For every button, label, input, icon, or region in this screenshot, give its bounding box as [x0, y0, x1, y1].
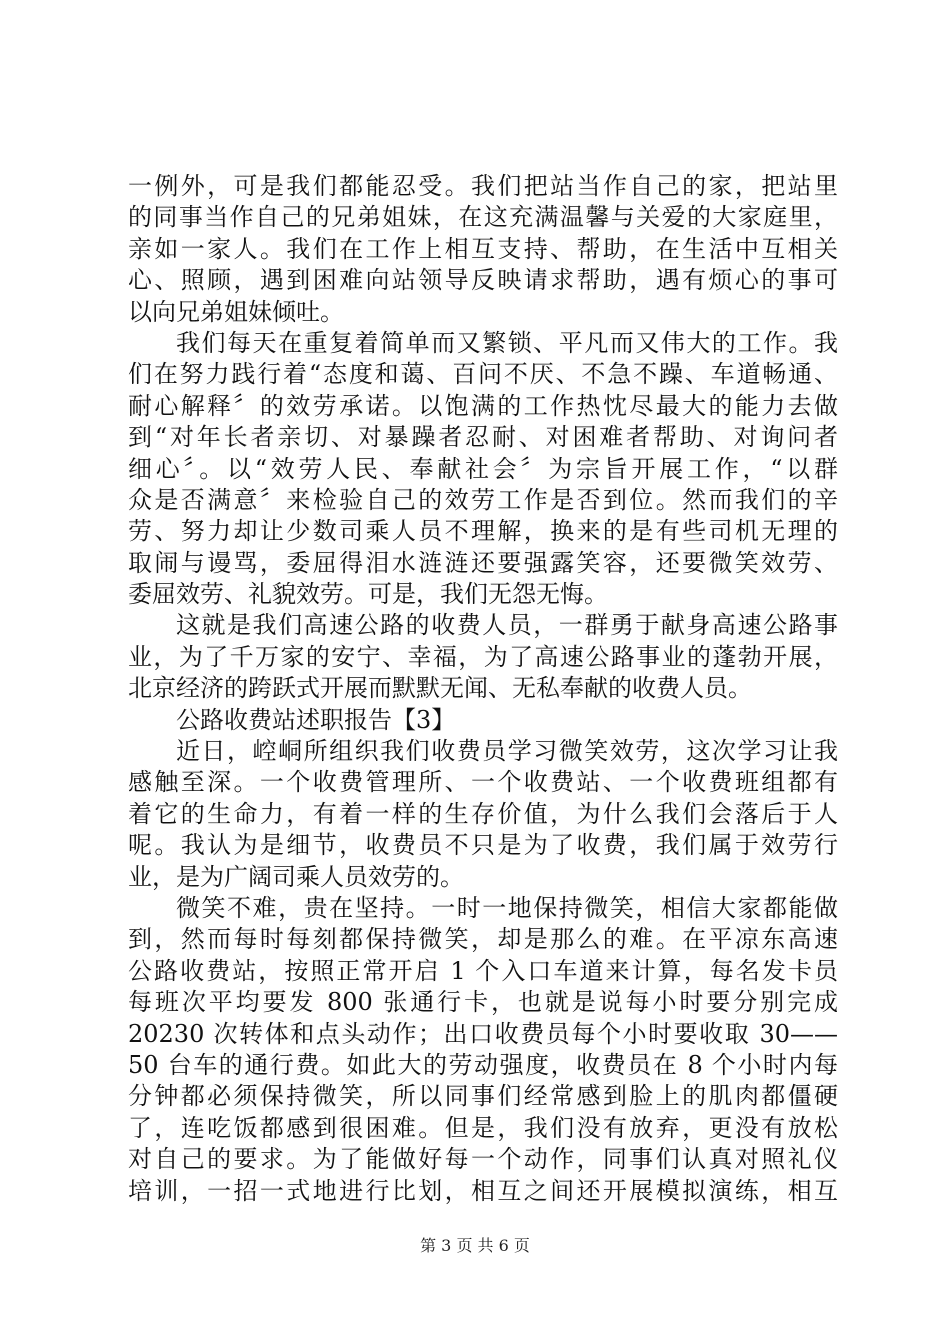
text-line: 分钟都必须保持微笑，所以同事们经常感到脸上的肌肉都僵硬 [128, 1082, 838, 1111]
paragraph-first-line: 近日，崆峒所组织我们收费员学习微笑效劳，这次学习让我 [176, 737, 838, 766]
text-line: 了，连吃饭都感到很困难。但是，我们没有放弃，更没有放松 [128, 1113, 838, 1142]
text-line: 们在努力践行着“态度和蔼、百问不厌、不急不躁、车道畅通、 [128, 360, 838, 389]
text-line: 心、照顾，遇到困难向站领导反映请求帮助，遇有烦心的事可 [128, 266, 838, 295]
text-line: 委屈效劳、礼貌效劳。可是，我们无怨无悔。 [128, 580, 608, 609]
paragraph-first-line: 微笑不难，贵在坚持。一时一地保持微笑，相信大家都能做 [176, 893, 838, 922]
text-line: 业，是为广阔司乘人员效劳的。 [128, 862, 464, 891]
text-line: 耐心解释〞的效劳承诺。以饱满的工作热忱尽最大的能力去做 [128, 391, 838, 420]
text-line: 亲如一家人。我们在工作上相互支持、帮助，在生活中互相关 [128, 234, 838, 263]
text-line: 一例外，可是我们都能忍受。我们把站当作自己的家，把站里 [128, 172, 838, 200]
text-line: 取闹与谩骂，委屈得泪水涟涟还要强露笑容，还要微笑效劳、 [128, 548, 838, 577]
text-line: 每班次平均要发 800 张通行卡，也就是说每小时要分别完成 [128, 988, 838, 1017]
page-footer: 第 3 页 共 6 页 [420, 1236, 530, 1255]
text-line: 细心〞。以“效劳人民、奉献社会〞为宗旨开展工作，“以群 [128, 454, 838, 483]
text-line: 的同事当作自己的兄弟姐妹，在这充满温馨与关爱的大家庭里， [128, 203, 838, 232]
paragraph-first-line: 公路收费站述职报告【3】 [176, 705, 456, 734]
paragraph-first-line: 我们每天在重复着简单而又繁锁、平凡而又伟大的工作。我 [176, 328, 838, 357]
paragraph-first-line: 这就是我们高速公路的收费人员，一群勇于献身高速公路事 [176, 611, 838, 640]
text-line: 公路收费站，按照正常开启 1 个入口车道来计算，每名发卡员 [128, 956, 838, 985]
text-line: 感触至深。一个收费管理所、一个收费站、一个收费班组都有 [128, 768, 838, 797]
text-line: 到“对年长者亲切、对暴躁者忍耐、对困难者帮助、对询问者 [128, 423, 838, 452]
text-line: 呢。我认为是细节，收费员不只是为了收费，我们属于效劳行 [128, 831, 838, 860]
text-line: 到，然而每时每刻都保持微笑，却是那么的难。在平凉东高速 [128, 925, 838, 954]
text-line: 业，为了千万家的安宁、幸福，为了高速公路事业的蓬勃开展， [128, 642, 838, 671]
text-line: 北京经济的跨跃式开展而默默无闻、无私奉献的收费人员。 [128, 674, 752, 703]
text-line: 20230 次转体和点头动作；出口收费员每个小时要收取 30—— [128, 1019, 838, 1048]
document-body [128, 171, 838, 1207]
text-line: 培训，一招一式地进行比划，相互之间还开展模拟演练，相互 [128, 1176, 838, 1205]
text-line: 着它的生命力，有着一样的生存价值，为什么我们会落后于人 [128, 799, 838, 828]
text-line: 以向兄弟姐妹倾吐。 [128, 297, 344, 326]
text-line: 对自己的要求。为了能做好每一个动作，同事们认真对照礼仪 [128, 1145, 838, 1174]
text-line: 50 台车的通行费。如此大的劳动强度，收费员在 8 个小时内每 [128, 1050, 838, 1079]
text-line: 劳、努力却让少数司乘人员不理解，换来的是有些司机无理的 [128, 517, 838, 546]
text-line: 众是否满意〞来检验自己的效劳工作是否到位。然而我们的辛 [128, 485, 838, 514]
